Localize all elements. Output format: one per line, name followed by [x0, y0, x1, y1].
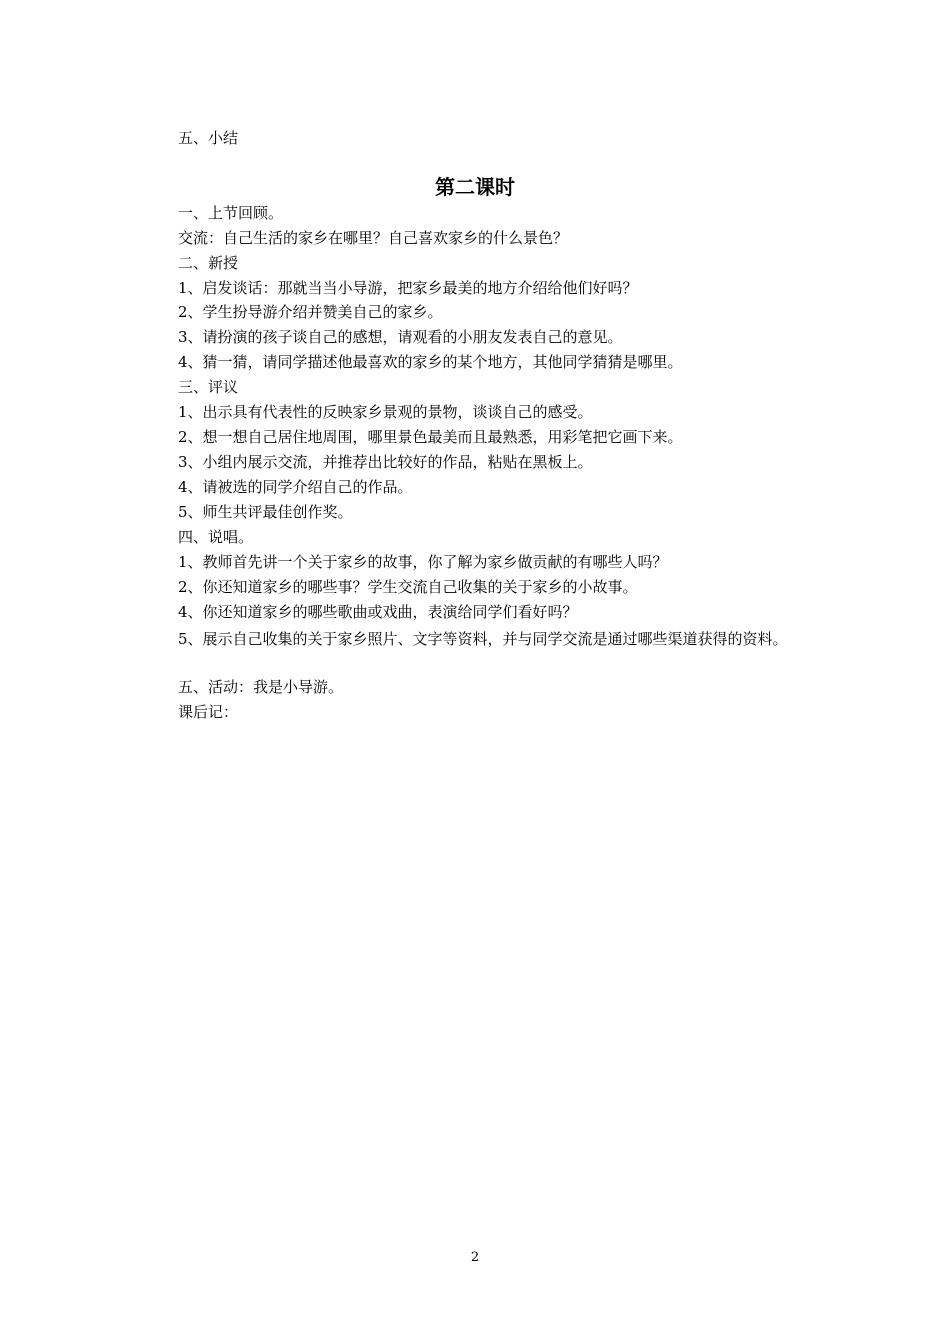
body-line: 一、上节回顾。 — [178, 204, 284, 222]
body-line: 3、小组内展示交流，并推荐出比较好的作品，粘贴在黑板上。 — [178, 453, 593, 471]
section-summary: 五、小结 — [178, 129, 239, 147]
body-line: 2、想一想自己居住地周围，哪里景色最美而且最熟悉，用彩笔把它画下来。 — [178, 428, 683, 446]
body-line: 2、学生扮导游介绍并赞美自己的家乡。 — [178, 303, 443, 321]
body-line: 4、你还知道家乡的哪些歌曲或戏曲，表演给同学们看好吗？ — [178, 603, 578, 621]
body-line: 1、启发谈话：那就当当小导游，把家乡最美的地方介绍给他们好吗？ — [178, 279, 638, 297]
body-line: 1、教师首先讲一个关于家乡的故事，你了解为家乡做贡献的有哪些人吗？ — [178, 553, 668, 571]
after-class-notes: 课后记： — [178, 703, 239, 721]
body-line: 4、猜一猜，请同学描述他最喜欢的家乡的某个地方，其他同学猜猜是哪里。 — [178, 353, 683, 371]
page-number: 2 — [470, 1250, 480, 1265]
body-line: 三、评议 — [178, 378, 239, 396]
body-line: 1、出示具有代表性的反映家乡景观的景物，谈谈自己的感受。 — [178, 403, 593, 421]
body-line: 2、你还知道家乡的哪些事？学生交流自己收集的关于家乡的小故事。 — [178, 578, 638, 596]
body-line: 交流：自己生活的家乡在哪里？自己喜欢家乡的什么景色？ — [178, 229, 569, 247]
body-line: 二、新授 — [178, 254, 239, 272]
body-line: 4、请被选的同学介绍自己的作品。 — [178, 478, 413, 496]
wrapped-paragraph: 5、展示自己收集的关于家乡照片、文字等资料，并与同学交流是通过哪些渠道获得的资料。 — [178, 630, 788, 648]
body-line: 四、说唱。 — [178, 528, 254, 546]
body-line: 3、请扮演的孩子谈自己的感想，请观看的小朋友发表自己的意见。 — [178, 328, 623, 346]
activity-line: 五、活动：我是小导游。 — [178, 678, 344, 696]
body-line: 5、师生共评最佳创作奖。 — [178, 503, 353, 521]
lesson-heading: 第二课时 — [435, 175, 515, 199]
